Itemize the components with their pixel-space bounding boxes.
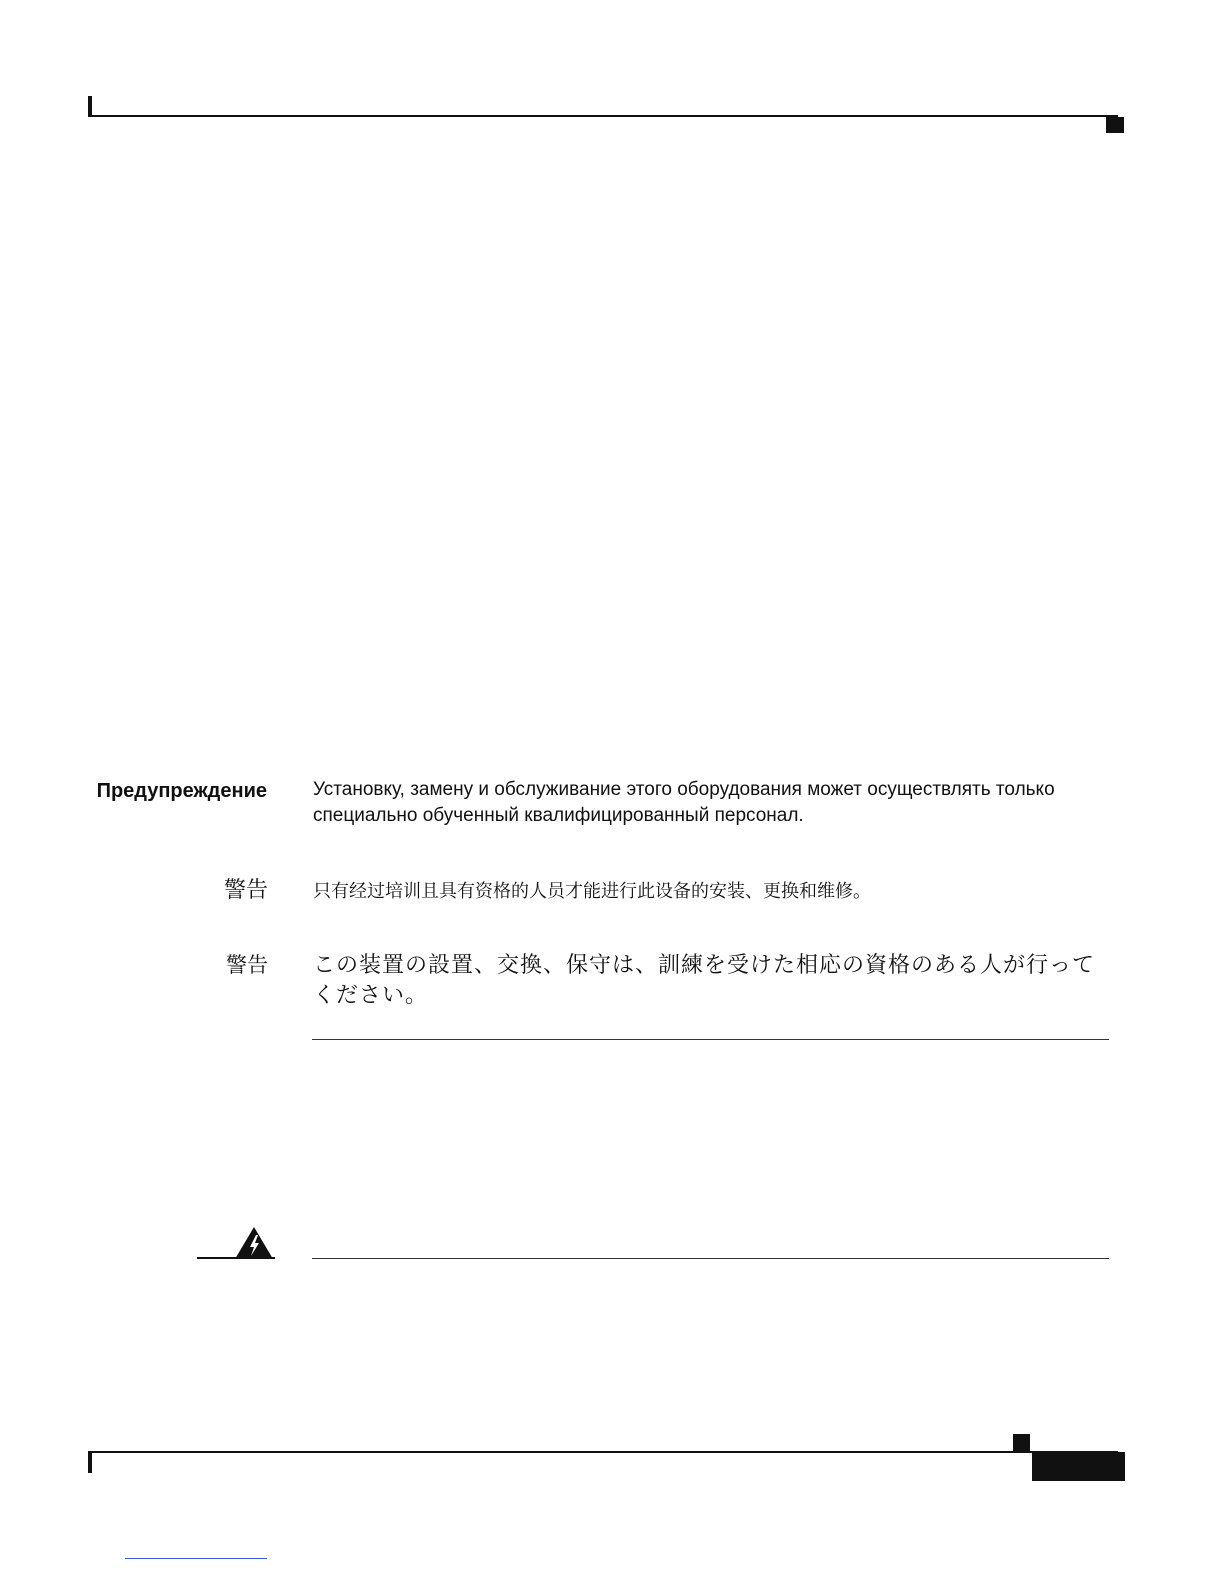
footer-square-marker	[1013, 1434, 1030, 1452]
header-tick	[88, 96, 92, 116]
footer-tick	[88, 1451, 92, 1473]
warning-label-ja: 警告	[226, 954, 268, 977]
section-divider	[312, 1039, 1109, 1040]
warning-header-rule	[312, 1258, 1109, 1259]
warning-text-ja: この装置の設置、交換、保守は、訓練を受けた相応の資格のある人が行ってください。	[313, 952, 1096, 1007]
warning-label-ru: Предупреждение	[96, 780, 267, 802]
footer-rule	[88, 1451, 1118, 1453]
warning-label-zh: 警告	[223, 877, 268, 902]
header-rule	[88, 115, 1118, 117]
warning-text-ru: Установку, замену и обслуживание этого оборудования может осуществлять только специально обученный квалифицированный персонал.	[313, 779, 1055, 826]
header-square-marker	[1106, 117, 1124, 133]
warning-triangle-icon	[234, 1226, 274, 1260]
warning-text-zh: 只有经过培训且具有资格的人员才能进行此设备的安装、更换和维修。	[313, 881, 871, 901]
footer-page-tab	[1032, 1452, 1125, 1481]
footer-link-underline[interactable]	[125, 1558, 267, 1559]
